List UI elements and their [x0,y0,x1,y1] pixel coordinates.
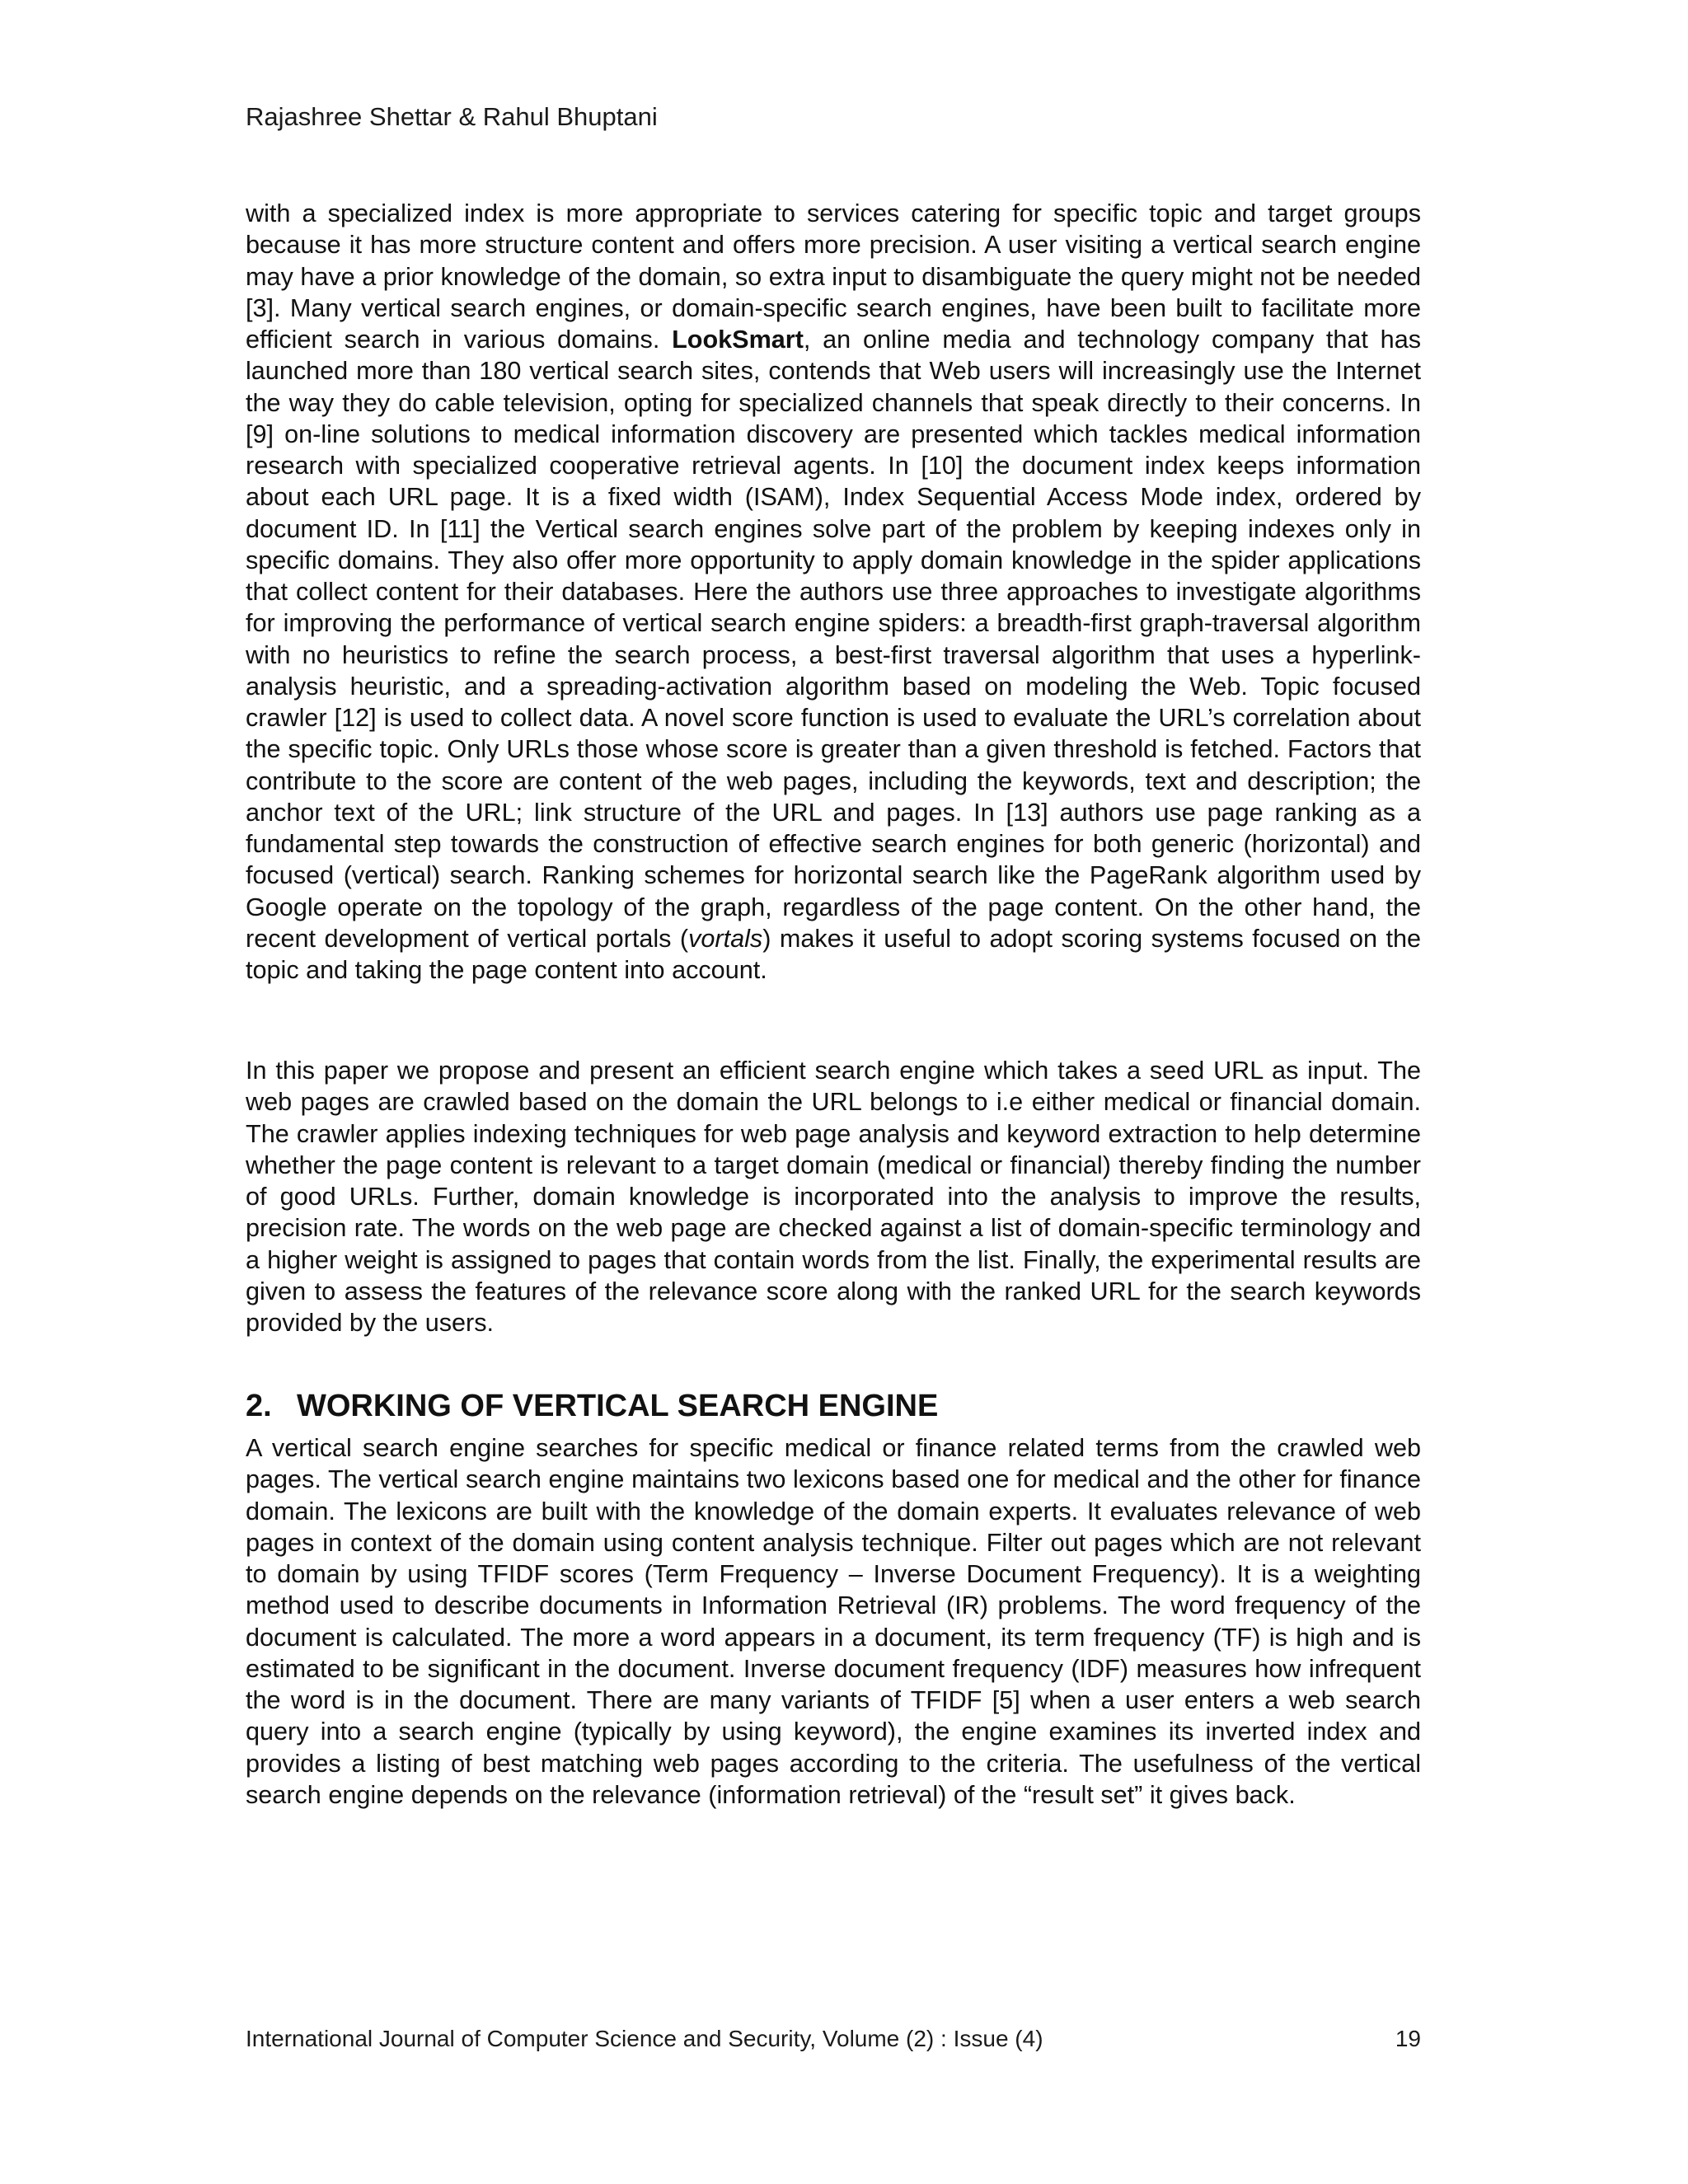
paragraph-text: , an online media and technology company that has launched more than 180 vertical search sites, contends that Web users will increasingly use the Internet the way they do cable television, opting for specialized channels that speak directly to their concerns. In [9] on-line solutions to medical information discovery are presented which tackles medical information research with specialized cooperative retrieval agents. In [10] the document index keeps information about each URL page. It is a fixed width (ISAM), Index Sequential Access Mode index, ordered by document ID. In [11] the Vertical search engines solve part of the problem by keeping indexes only in specific domains. They also offer more opportunity to apply domain knowledge in the spider applications that collect content for their databases. Here the authors use three approaches to investigate algorithms for improving the performance of vertical search engine spiders: a breadth-first graph-traversal algorithm with no heuristics to refine the search process, a best-first traversal algorithm that uses a hyperlink-analysis heuristic, and a spreading-activation algorithm based on modeling the Web. Topic focused crawler [12] is used to collect data. A novel score function is used to evaluate the URL’s correlation about the specific topic. Only URLs those whose score is greater than a given threshold is fetched. Factors that contribute to the score are content of the web pages, including the keywords, text and description; the anchor text of the URL; link structure of the URL and pages. In [13] authors use page ranking as a fundamental step towards the construction of effective search engines for both generic (horizontal) and focused (vertical) search. Ranking schemes for horizontal search like the PageRank algorithm used by Google operate on the topology of the graph, regardless of the page content. On the other hand, the recent development of vertical portals ( [246,326,1422,953]
section-number: 2. [246,1389,272,1423]
page-footer [246,2024,1421,2054]
section-heading [246,1388,938,1424]
running-header-authors: Rajashree Shettar & Rahul Bhuptani [246,102,658,131]
body-paragraph-related-work [246,198,1421,986]
body-paragraph-proposal [246,1055,1421,1338]
body-paragraph-section-2 [246,1432,1421,1811]
footer-journal: International Journal of Computer Science and Security, Volume (2) : Issue (4) [246,2026,1043,2051]
italic-term-vortals: vortals [688,924,763,953]
page-number: 19 [1395,2026,1421,2051]
paragraph-text: ) makes it useful to adopt scoring systems focused on the topic and taking the page content into account. [246,924,1421,984]
paragraph-text: In this paper we propose and present an efficient search engine which takes a seed URL as input. The web pages are crawled based on the domain the URL belongs to i.e either medical or financial domain. The crawler applies indexing techniques for web page analysis and keyword extraction to help determine whether the page content is relevant to a target domain (medical or financial) thereby finding the number of good URLs. Further, domain knowledge is incorporated into the analysis to improve the results, precision rate. The words on the web page are checked against a list of domain-specific terminology and a higher weight is assigned to pages that contain words from the list. Finally, the experimental results are given to assess the features of the relevance score along with the ranked URL for the search keywords provided by the users. [246,1057,1421,1337]
bold-term-looksmart: LookSmart [672,326,804,354]
section-title: WORKING OF VERTICAL SEARCH ENGINE [297,1389,939,1423]
paragraph-text: with a specialized index is more appropriate to services catering for specific topic and target groups because it has more structure content and offers more precision. A user visiting a vertical search engine may have a prior knowledge of the domain, so extra input to disambiguate the query might not be needed [3]. Many vertical search engines, or domain-specific search engines, have been built to facilitate more efficient search in various domains. [246,199,1421,354]
paragraph-text: A vertical search engine searches for specific medical or finance related terms from the crawled web pages. The vertical search engine maintains two lexicons based one for medical and the other for finance domain. The lexicons are built with the knowledge of the domain experts. It evaluates relevance of web pages in context of the domain using content analysis technique. Filter out pages which are not relevant to domain by using TFIDF scores (Term Frequency – Inverse Document Frequency). It is a weighting method used to describe documents in Information Retrieval (IR) problems. The word frequency of the document is calculated. The more a word appears in a document, its term frequency (TF) is high and is estimated to be significant in the document. Inverse document frequency (IDF) measures how infrequent the word is in the document. There are many variants of TFIDF [5] when a user enters a web search query into a search engine (typically by using keyword), the engine examines its inverted index and provides a listing of best matching web pages according to the criteria. The usefulness of the vertical search engine depends on the relevance (information retrieval) of the “result set” it gives back. [246,1434,1421,1809]
